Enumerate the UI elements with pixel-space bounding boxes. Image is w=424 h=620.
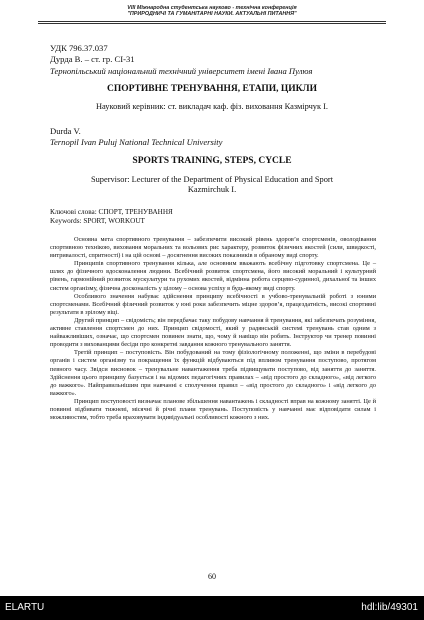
article-body <box>50 236 376 422</box>
conference-header-line2: "ПРИРОДНИЧІ ТА ГУМАНІТАРНІ НАУКИ. АКТУАЛЬНІ ПИТАННЯ" <box>127 11 297 18</box>
keywords-ua: Ключові слова: СПОРТ, ТРЕНУВАННЯ <box>50 208 173 216</box>
author-en: Durda V. <box>50 126 81 136</box>
conference-header <box>60 5 364 18</box>
affiliation-ua: Тернопільський національний технічний університет імені Івана Пулюя <box>50 66 313 76</box>
paragraph: Принципів спортивного тренування кілька, але основним вважають всебічну підготовку спортсмена. Це – шлях до фізичного вдосконалення людини. Всебічний розвиток спортсмена, його високий моральний і культурний рівень, гармонійний розвиток мускулатури та рухомих якостей, відмінна робота серцево-судинної, дихальної та інших систем організму, фізична досконалість у цілому – основа успіху в будь-якому виді спорту. <box>50 260 376 292</box>
page-number: 60 <box>208 572 216 581</box>
affiliation-en: Ternopil Ivan Puluj National Technical University <box>50 137 223 147</box>
supervisor-en-line1: Supervisor: Lecturer of the Department of Physical Education and Sport <box>90 175 334 184</box>
supervisor-ua: Науковий керівник: ст. викладач каф. фіз. виховання Казмірчук І. <box>95 102 329 111</box>
paragraph: Особливого значення набуває здійснення принципу всебічності в учбово-тренувальній роботі з юними спортсменами. Всебічний фізичний розвиток у юні роки забезпечить міцне здоров’я, працездатність, високі спортивні результати в зрілому віці. <box>50 292 376 316</box>
paragraph: Принцип поступовості визначає планове збільшення навантажень і складності вправ на кожному занятті. Це й повинні відбивати тижневі, місячні й річні плани тренувань. Поступовість у навчанні має відповідати силам і можливостям, тобто треба враховувати індивідуальні особливості кожного з них. <box>50 397 376 422</box>
supervisor-en <box>40 175 384 195</box>
udc-code: УДК 796.37.037 <box>50 43 108 53</box>
title-en: SPORTS TRAINING, STEPS, CYCLE <box>132 156 292 166</box>
paragraph: Третій принцип – поступовість. Він побудований на тому фізіологічному положенні, що зміни в перебудові органів і систем організму та покращення їх функцій відбуваються під впливом тренування поступово, протягом певного часу. Звідси висновок – тренувальне навантаження треба підвищувати поступово, від заняття до заняття. Здійснення цього принципу базується і на відомих педагогічних правилах – «від простого до складного», «від легкого до важкого». Найправильнішим при навчанні є сполучення правил – «від простого до складного» і «від легкого до важкого». <box>50 349 376 397</box>
keywords-en: Keywords: SPORT, WORKOUT <box>50 217 145 225</box>
repository-name[interactable]: ELARTU <box>5 602 45 613</box>
conference-header-line1: VIII Міжнародна студентська науково - технічна конференція <box>127 5 297 11</box>
supervisor-en-line2: Kazmirchuk I. <box>187 185 237 194</box>
title-ua: СПОРТИВНЕ ТРЕНУВАННЯ, ЕТАПИ, ЦИКЛИ <box>106 84 318 94</box>
paragraph: Основна мета спортивного тренування – забезпечити високий рівень здоров’я спортсменів, оволодівання спортивною технікою, виховання моральних та вольових рис характеру, розвиток фізичних якостей (сили, швидкості, витривалості, спритності) і на цій основі – досягнення високих показників в обраному виді спорту. <box>50 236 376 260</box>
header-rule <box>38 21 386 22</box>
repository-footer <box>0 596 424 620</box>
author-ua: Дурда В. – ст. гр. СІ-31 <box>50 54 135 64</box>
handle-id[interactable]: hdl:lib/49301 <box>361 602 418 613</box>
paragraph: Другий принцип – свідомість; він передбачає таку побудову навчання й тренування, які забезпечать розуміння, активне ставлення спортсмен до них. Принцип свідомості, який у радянській системі тренувань став одним з найважливіших, означає, що спортсмен повинен знати, що, чому й навіщо він робить. Інструктор чи тренер повинні проводити з вихованцями бесіди про конкретні завдання кожного тренувального заняття. <box>50 316 376 349</box>
header-rule-thin <box>38 23 386 24</box>
